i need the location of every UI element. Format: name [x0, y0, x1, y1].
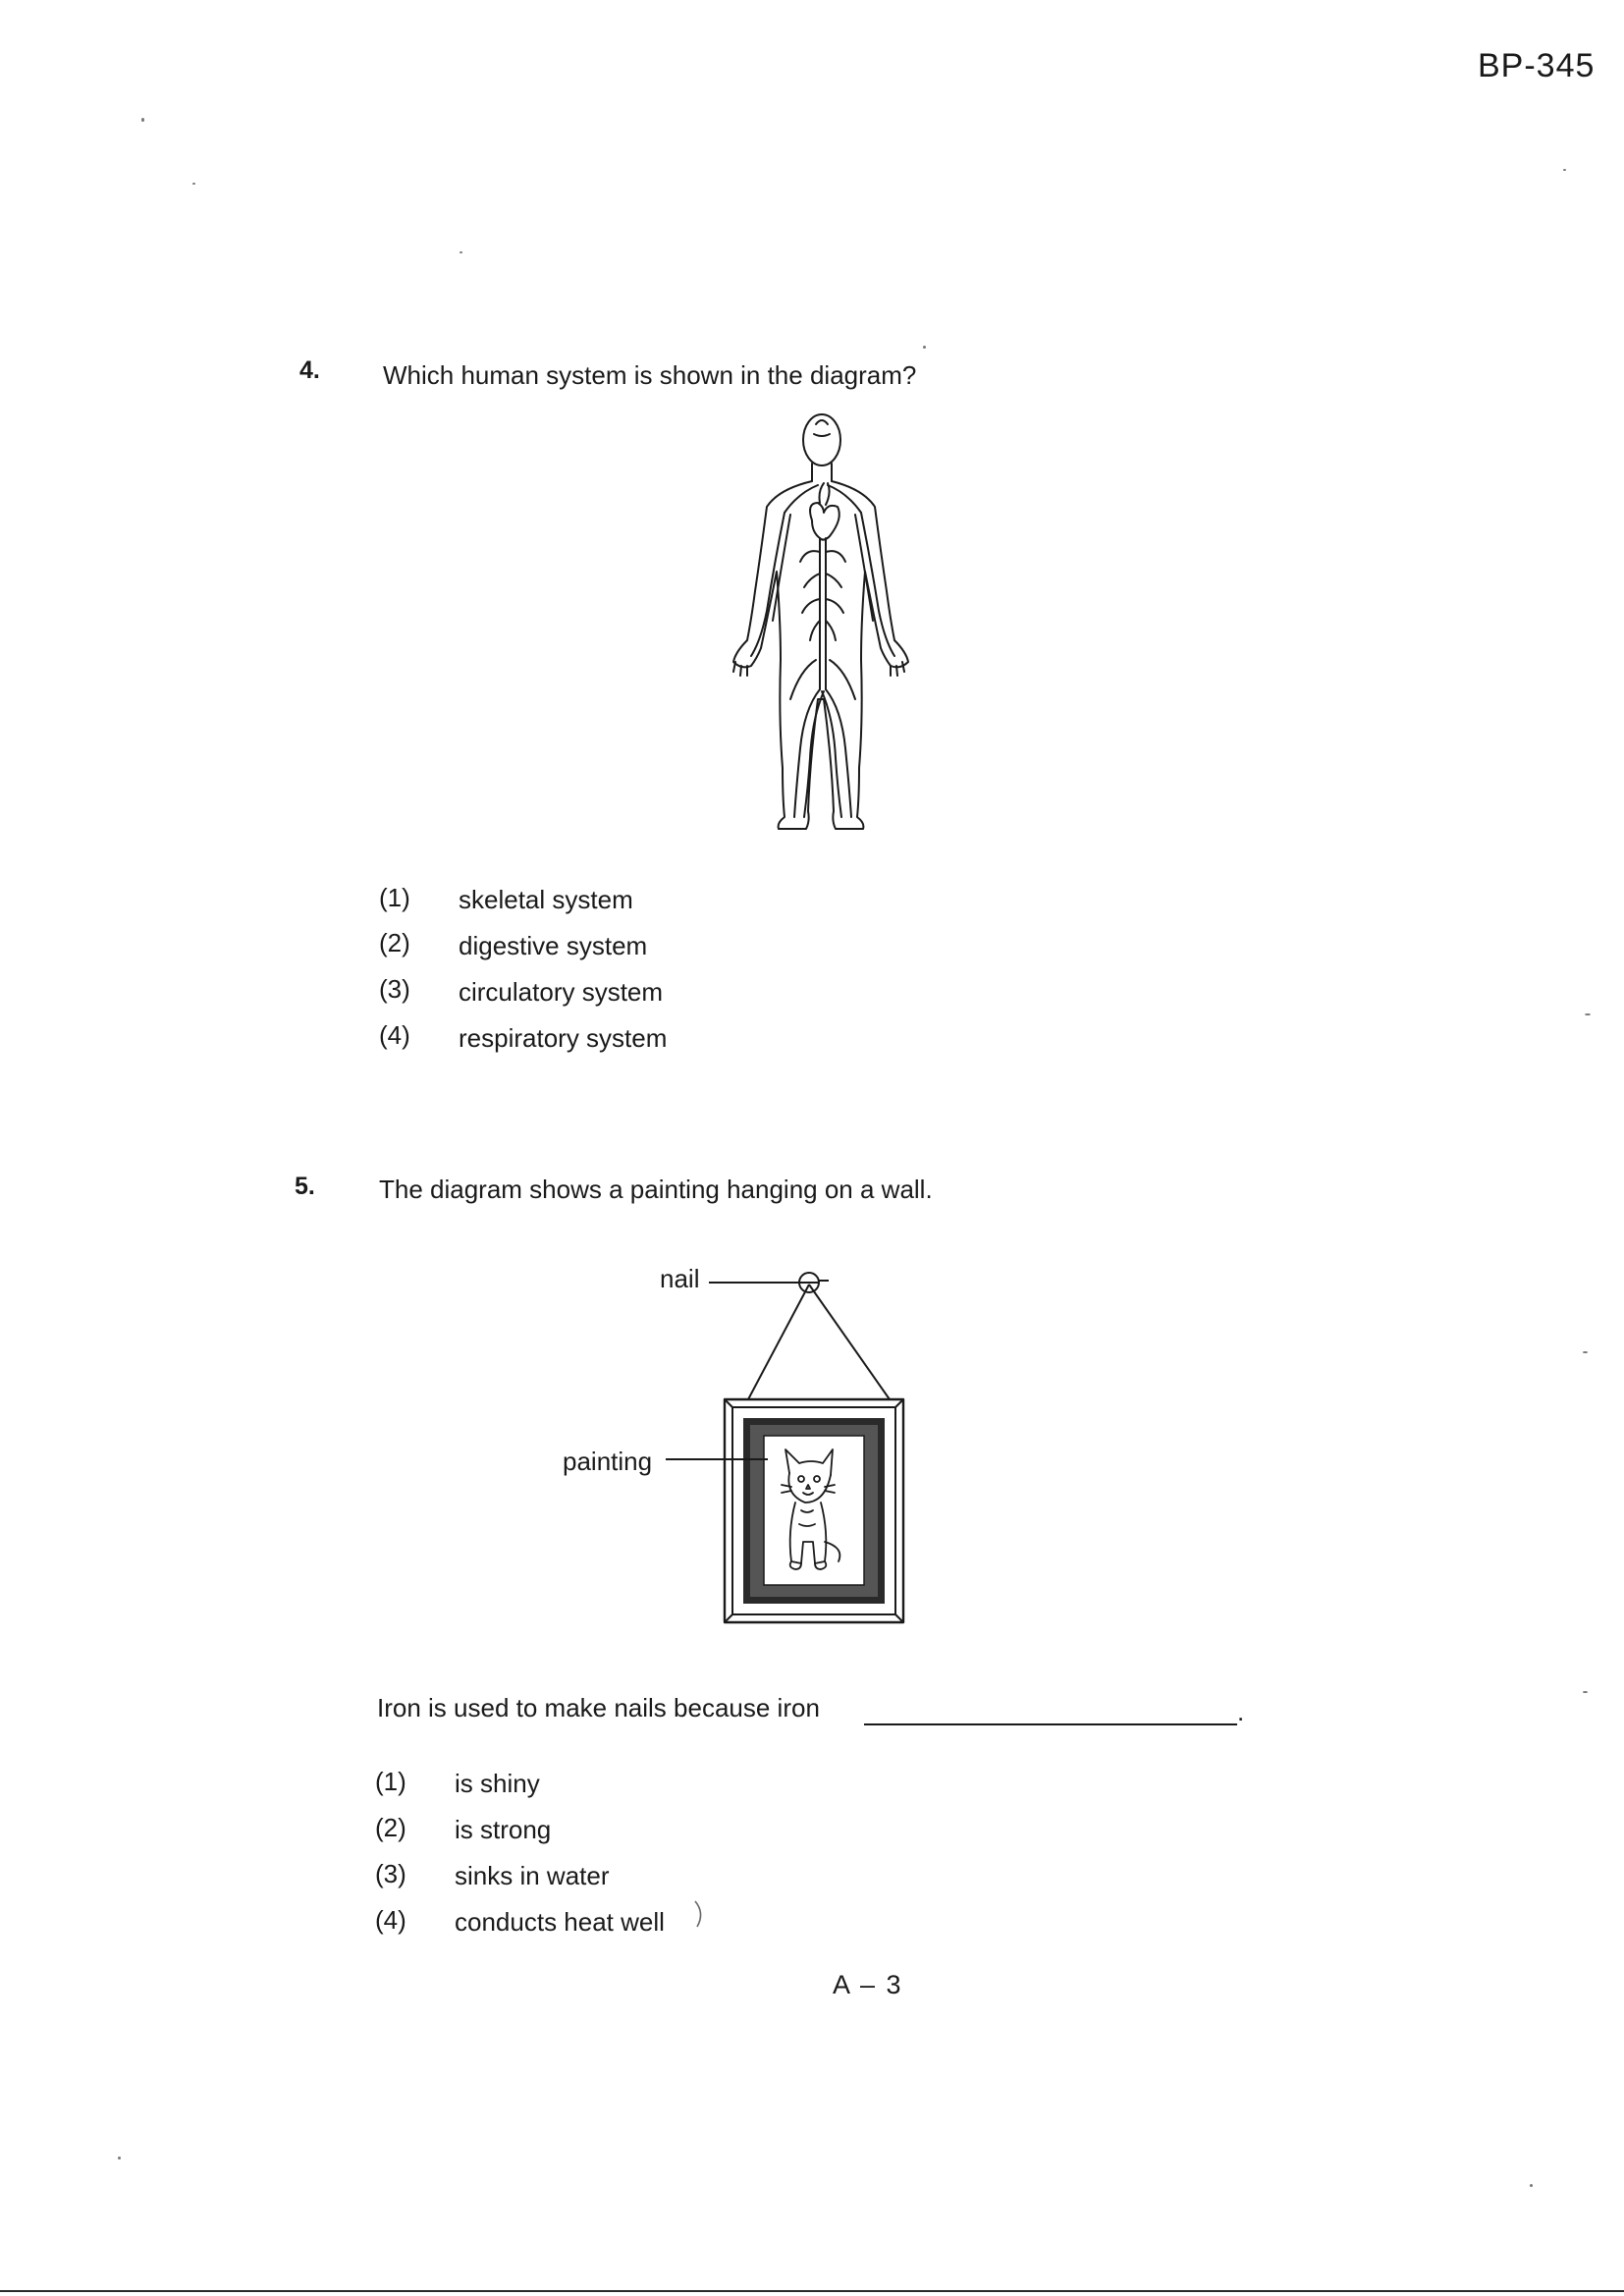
option-text: is shiny: [455, 1769, 540, 1798]
option-number: (1): [375, 1767, 406, 1796]
option-text: circulatory system: [459, 977, 664, 1007]
option-text: skeletal system: [459, 885, 633, 914]
painting-label: painting: [563, 1447, 653, 1476]
question-stem: Iron is used to make nails because iron: [377, 1693, 820, 1722]
exam-code: BP-345: [1478, 47, 1596, 84]
scan-speck: [1583, 1351, 1588, 1353]
scan-speck: [118, 2157, 121, 2159]
scan-speck: [923, 346, 926, 349]
option-number: (2): [375, 1813, 406, 1842]
scan-speck: [141, 118, 144, 122]
option-number: (1): [379, 883, 410, 912]
option-text: is strong: [455, 1815, 552, 1844]
scan-speck: [1583, 1691, 1588, 1693]
page-bottom-rule: [0, 2290, 1624, 2292]
option-text: digestive system: [459, 931, 648, 960]
option-text: conducts heat well: [455, 1907, 665, 1937]
question-text: Which human system is shown in the diagram?: [383, 360, 917, 390]
scan-speck: [460, 251, 462, 253]
scan-speck: [192, 183, 195, 185]
stem-period: .: [1237, 1697, 1245, 1726]
hanging-painting-diagram: [707, 1267, 923, 1628]
option-text: sinks in water: [455, 1861, 610, 1890]
pencil-mark: [693, 1899, 707, 1931]
question-number: 4.: [299, 356, 320, 384]
scan-speck: [1530, 2184, 1533, 2187]
nail-label: nail: [660, 1264, 700, 1293]
option-text: respiratory system: [459, 1023, 668, 1053]
circulatory-system-figure: [722, 405, 918, 833]
answer-blank: [864, 1723, 1237, 1725]
question-number: 5.: [295, 1173, 315, 1200]
option-number: (4): [379, 1020, 410, 1050]
option-number: (3): [379, 974, 410, 1004]
page-number: A – 3: [833, 1970, 903, 1999]
scan-speck: [1585, 1013, 1591, 1015]
option-number: (3): [375, 1859, 406, 1888]
option-number: (4): [375, 1905, 406, 1935]
option-number: (2): [379, 928, 410, 957]
scan-speck: [1563, 169, 1566, 171]
question-text: The diagram shows a painting hanging on a wall.: [379, 1175, 933, 1204]
